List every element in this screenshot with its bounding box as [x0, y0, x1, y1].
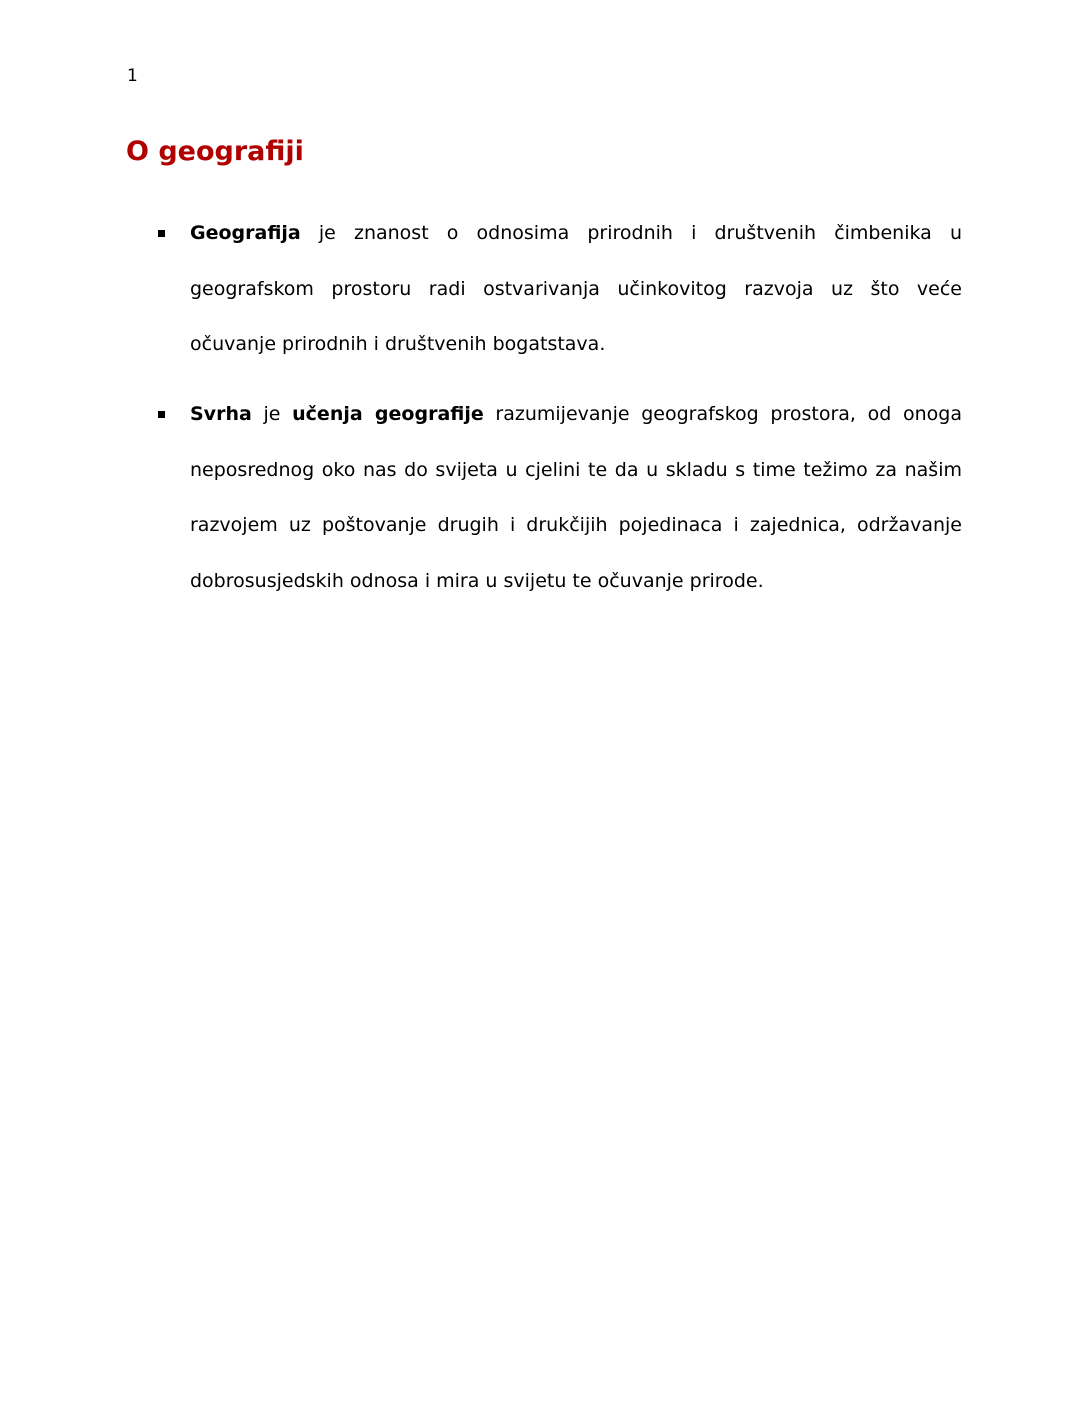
paragraph-text: razumijevanje geografskog prostora, od onoga neposrednog oko nas do svijeta u cjelini te da u skladu s time težimo za našim razvojem uz poštovanje drugih i drukčijih pojedinaca i zajednica, održavanje dobrosusjedskih odnosa i mira u svijetu te očuvanje prirode.	[190, 403, 962, 592]
square-bullet-icon	[158, 411, 165, 418]
bullet-paragraph	[190, 206, 962, 373]
bold-term: Svrha	[190, 403, 252, 425]
square-bullet-icon	[158, 230, 165, 237]
page-title: O geografiji	[126, 136, 304, 167]
bold-term-2: učenja geografije	[292, 403, 484, 425]
bold-term: Geografija	[190, 222, 301, 244]
bullet-paragraph	[190, 387, 962, 609]
paragraph-text: je znanost o odnosima prirodnih i društvenih čimbenika u geografskom prostoru radi ostvarivanja učinkovitog razvoja uz što veće očuvanje prirodnih i društvenih bogatstava.	[190, 222, 962, 355]
page-number: 1	[127, 66, 138, 86]
connector-text: je	[251, 403, 293, 425]
